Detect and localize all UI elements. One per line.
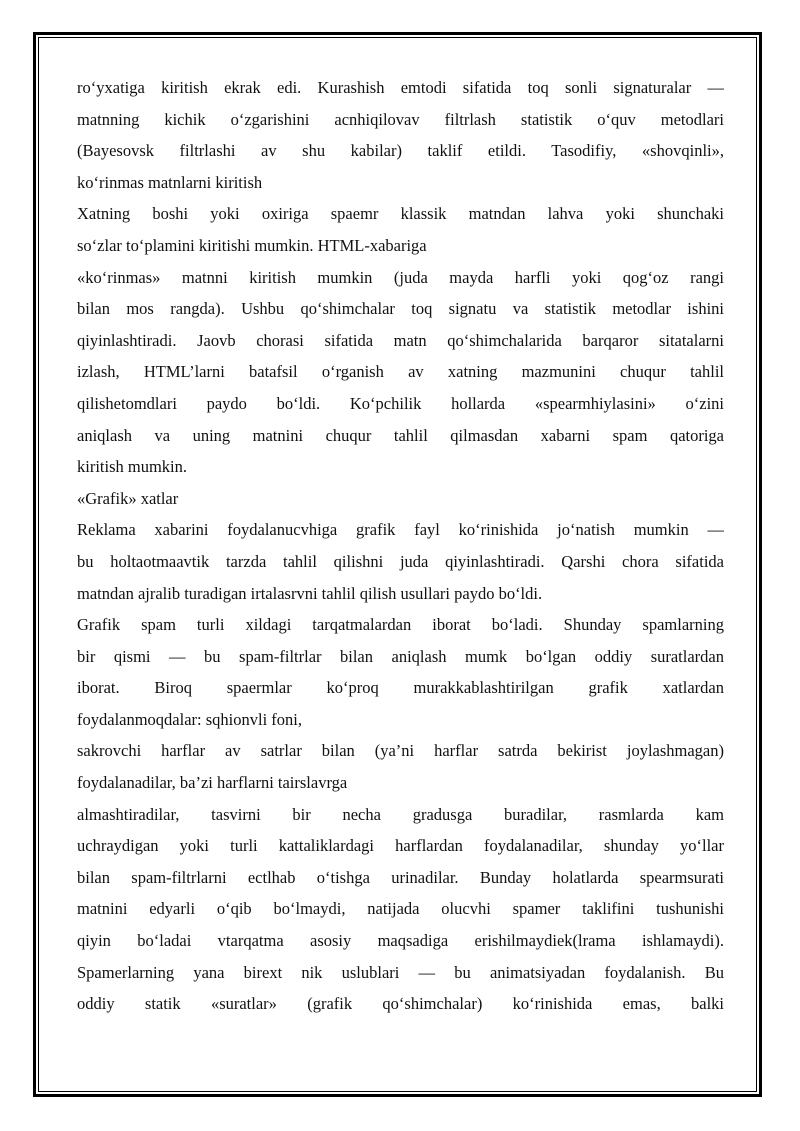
text-line: almashtiradilar, tasvirni bir necha gradusga buradilar, rasmlarda kam [77,804,724,824]
text-line: foydalanadilar, ba’zi harflarni tairslavrga [77,773,348,793]
text-line: so‘zlar to‘plamini kiritishi mumkin. HTML-xabariga [77,235,427,255]
text-line: kiritish mumkin. [77,457,188,477]
document-body [77,72,724,1020]
text-line: Reklama xabarini foydalanucvhiga grafik fayl ko‘rinishida jo‘natish mumkin — [77,520,724,540]
text-line: bir qismi — bu spam-filtrlar bilan aniqlash mumk bo‘lgan oddiy suratlardan [77,646,724,666]
section-heading: «Grafik» xatlar [77,488,179,508]
text-line: matndan ajralib turadigan irtalasrvni tahlil qilish usullari paydo bo‘ldi. [77,583,543,603]
text-line: izlash, HTML’larni batafsil o‘rganish av xatning mazmunini chuqur tahlil [77,362,724,382]
text-line: bu holtaotmaavtik tarzda tahlil qilishni juda qiyinlashtiradi. Qarshi chora sifatida [77,551,724,571]
text-line: uchraydigan yoki turli kattaliklardagi harflardan foydalanadilar, shunday yo‘llar [77,836,724,856]
text-line: «ko‘rinmas» matnni kiritish mumkin (juda mayda harfli yoki qog‘oz rangi [77,267,724,287]
text-line: qiyinlashtiradi. Jaovb chorasi sifatida matn qo‘shimchalarida barqaror sitatalarni [77,330,724,350]
text-line: oddiy statik «suratlar» (grafik qo‘shimchalar) ko‘rinishida emas, balki [77,994,724,1014]
text-line: ko‘rinmas matnlarni kiritish [77,172,263,192]
text-line: Grafik spam turli xildagi tarqatmalardan iborat bo‘ladi. Shunday spamlarning [77,615,724,635]
text-line: bilan mos rangda). Ushbu qo‘shimchalar toq signatu va statistik metodlar ishini [77,299,724,319]
text-line: aniqlash va uning matnini chuqur tahlil qilmasdan xabarni spam qatoriga [77,425,724,445]
text-line: (Bayesovsk filtrlashi av shu kabilar) taklif etildi. Tasodifiy, «shovqinli», [77,141,724,161]
text-line: ro‘yxatiga kiritish ekrak edi. Kurashish emtodi sifatida toq sonli signaturalar — [77,78,724,97]
text-line: bilan spam-filtrlarni ectlhab o‘tishga urinadilar. Bunday holatlarda spearmsurati [77,867,724,887]
text-line: qilishetomdlari paydo bo‘ldi. Ko‘pchilik hollarda «spearmhiylasini» o‘zini [77,393,724,413]
text-line: Spamerlarning yana birext nik uslublari — bu animatsiyadan foydalanish. Bu [77,962,724,982]
text-line: Xatning boshi yoki oxiriga spaemr klassik matndan lahva yoki shunchaki [77,204,724,224]
text-line: iborat. Biroq spaermlar ko‘proq murakkablashtirilgan grafik xatlardan [77,678,724,698]
text-line: qiyin bo‘ladai vtarqatma asosiy maqsadiga erishilmaydiek(lrama ishlamaydi). [77,931,724,951]
text-line: sakrovchi harflar av satrlar bilan (ya’ni harflar satrda bekirist joylashmagan) [77,741,724,761]
text-line: matnini edyarli o‘qib bo‘lmaydi, natijada olucvhi spamer taklifini tushunishi [77,899,724,919]
text-line: foydalanmoqdalar: sqhionvli foni, [77,709,302,729]
text-line: matnning kichik o‘zgarishini acnhiqilovav filtrlash statistik o‘quv metodlari [77,109,724,129]
